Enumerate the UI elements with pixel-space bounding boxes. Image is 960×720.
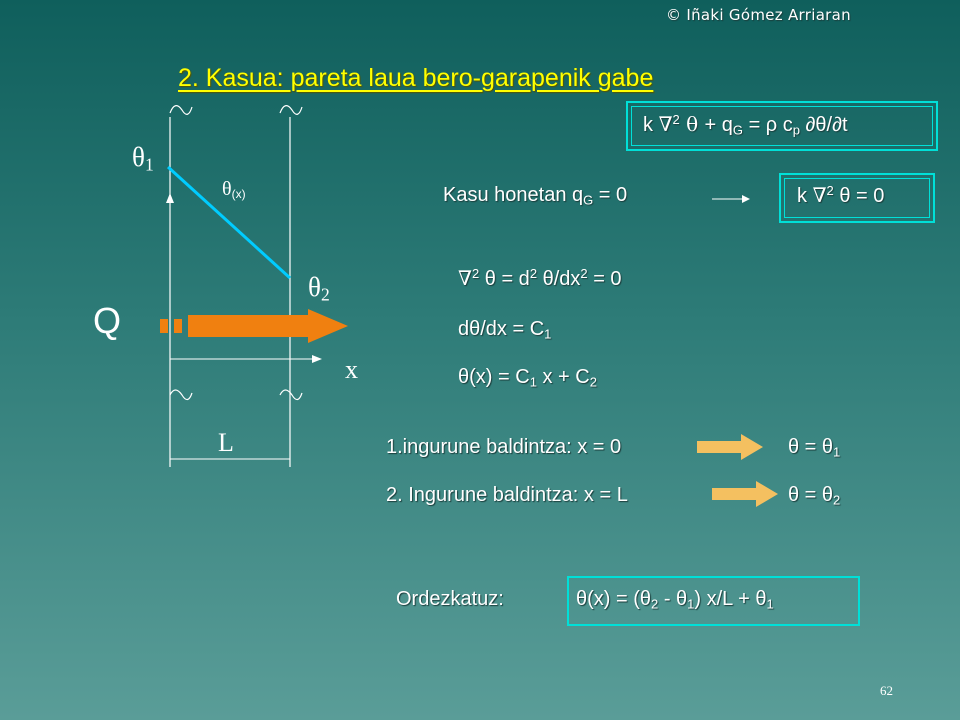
ordezkatuz-label: Ordezkatuz: [396, 588, 504, 610]
final-equation: $\theta(x) = (\theta_2 - \theta_1) x/L + \theta_1$ [576, 588, 774, 612]
copyright: © Iñaki Gómez Arriaran [666, 6, 851, 24]
wall-bottom-right-break [280, 390, 302, 400]
result-equation: k ∇$^2$ θ = 0 [797, 183, 885, 208]
condition-1-result: $\theta = \theta_1$ [788, 436, 841, 460]
laplace-line: ∇$^2$ $\theta = d^2$ $\theta/dx^2 = 0$ [458, 266, 622, 291]
general-solution-line: $\theta(x) = C_1$ $x + C_2$ [458, 366, 597, 390]
theta2-label: $\theta_2$ [308, 272, 330, 305]
kasu-statement: Kasu honetan $q_G = 0$ [443, 184, 628, 208]
l-label: L [218, 428, 234, 457]
wall-bottom-left-break [170, 390, 192, 400]
wall-top-left-break [170, 106, 192, 115]
x-axis-label: x [345, 355, 358, 384]
heat-q-label: Q [93, 300, 122, 341]
theta-axis-head [166, 193, 174, 203]
heat-flow-arrow [188, 309, 348, 343]
wall-top-right-break [280, 106, 302, 115]
first-integral-line: $d\theta/dx = C_1$ [458, 318, 552, 342]
general-heat-equation: k ∇$^2$ $\theta + q_G = \rho$ $c_p$ ∂θ/∂t [643, 112, 848, 138]
slide-title: 2. Kasua: pareta laua bero-garapenik gabe [178, 64, 654, 92]
theta-x-label: $\theta_{(x)}$ [222, 178, 246, 201]
kasu-arrow [712, 192, 752, 206]
heat-arrow-dash-1 [160, 319, 168, 333]
x-axis-head [312, 355, 322, 363]
condition-2-result: $\theta = \theta_2$ [788, 484, 841, 508]
condition-2-arrow [712, 479, 782, 509]
heat-arrow-dash-2 [174, 319, 182, 333]
boundary-condition-2: 2. Ingurune baldintza: x = L [386, 484, 628, 506]
boundary-condition-1: 1.ingurune baldintza: x = 0 [386, 436, 622, 458]
page-number: 62 [880, 683, 893, 698]
condition-1-arrow [697, 432, 767, 462]
theta1-label: $\theta_1$ [132, 142, 154, 175]
